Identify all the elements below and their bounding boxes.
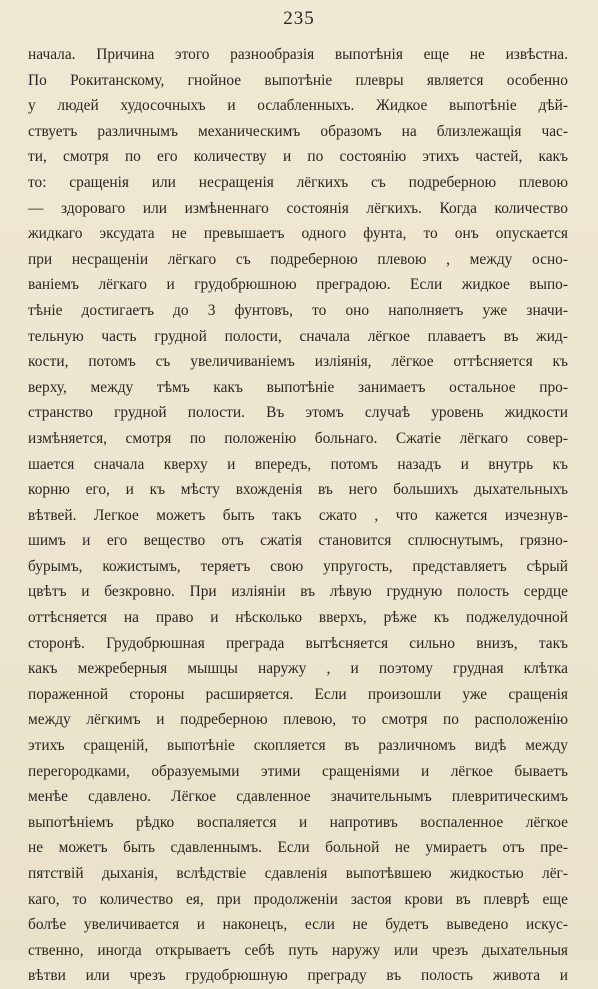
text-line: ваніемъ лёгкаго и грудобрюшною преградою. Если жидкое выпо- [28, 276, 568, 294]
text-line: тельную часть грудной полости, сначала лёгкое плаваетъ въ жид- [28, 327, 568, 345]
page-number: 235 [283, 8, 315, 29]
text-line: этихъ сращеній, выпотѣніе скопляется въ различномъ видѣ между [28, 737, 568, 755]
text-line: — здороваго или измѣненнаго состоянія лёгкихъ. Когда количество [28, 199, 568, 217]
text-line: пятствій дыханія, вслѣдствіе сдавленія выпотѣвшею жидкостью лёг- [28, 865, 568, 882]
text-line: какъ межреберныя мышцы наружу , и поэтому грудная клѣтка [28, 660, 568, 678]
text-line: ти, смотря по его количеству и по состоянію этихъ частей, какъ [28, 148, 568, 166]
text-line: странство грудной полости. Въ этомъ случаѣ уровень жидкости [28, 404, 568, 422]
text-line: оттѣсняется на право и нѣсколько вверхъ, рѣже къ поджелудочной [28, 609, 568, 627]
text-line: ственно, иногда открываетъ себѣ путь наружу или чрезъ дыхательныя [28, 941, 568, 959]
text-line: болѣе увеличивается и наконецъ, если не будетъ выведено искус- [28, 916, 568, 934]
text-line: пораженной стороны расширяется. Если произошли уже сращенія [28, 685, 568, 703]
text-line: шается сначала кверху и впередъ, потомъ назадъ и внутрь къ [28, 455, 568, 473]
text-line: сторонѣ. Грудобрюшная преграда вытѣсняется сильно внизъ, такъ [28, 634, 568, 652]
text-line: то: сращенія или несращенія лёгкихъ съ подреберною плевою [28, 173, 568, 191]
text-line: кости, потомъ съ увеличиваніемъ изліянія, лёгкое оттѣсняется къ [28, 353, 568, 371]
text-line: корню его, и къ мѣсту вхожденія въ него большихъ дыхательныхъ [28, 481, 568, 499]
text-line: не можетъ быть сдавленнымъ. Если больной не умираетъ отъ пре- [28, 839, 568, 857]
text-line: жидкаго эксудата не превышаетъ одного фунта, то онъ опускается [28, 225, 568, 243]
text-line: вѣтвей. Легкое можетъ быть такъ сжато , что кажется изчезнув- [28, 506, 568, 524]
text-line: выпотѣніемъ рѣдко воспаляется и напротивъ воспаленное лёгкое [28, 813, 568, 831]
text-line: каго, то количество ея, при продолженіи застоя крови въ плеврѣ еще [28, 890, 568, 908]
text-line: при несращеніи лёгкаго съ подреберною плевою , между осно- [28, 250, 568, 268]
text-line: ствуетъ различнымъ механическимъ образомъ на близлежащія час- [28, 122, 568, 140]
text-line: измѣняется, смотря по положенію больнаго. Сжатіе лёгкаго совер- [28, 429, 568, 447]
text-line: начала. Причина этого разнообразія выпотѣнія еще не извѣстна. [28, 46, 568, 63]
text-line: цвѣтъ и безкровно. При изліяніи въ лѣвую грудную полость сердце [28, 583, 568, 601]
body-text [28, 42, 568, 989]
text-line: верху, между тѣмъ какъ выпотѣніе занимаетъ остальное про- [28, 378, 568, 396]
text-line: между лёгкимъ и подреберною плевою, то смотря по расположенію [28, 711, 568, 729]
text-line: тѣніе достигаетъ до 3 фунтовъ, то оно наполняетъ уже значи- [28, 301, 568, 319]
text-line: перегородками, образуемыми этими сращеніями и лёгкое бываетъ [28, 762, 568, 780]
text-line: вѣтви или чрезъ грудобрюшную преграду въ полость живота и [28, 967, 568, 985]
text-line: у людей худосочныхъ и ослабленныхъ. Жидкое выпотѣніе дѣй- [28, 97, 568, 115]
text-line: шимъ и его вещество отъ сжатія становится сплюснутымъ, грязно- [28, 532, 568, 550]
text-line: менѣе сдавлено. Лёгкое сдавленное значительнымъ плевритическимъ [28, 788, 568, 806]
text-line: По Рокитанскому, гнойное выпотѣніе плевры является особенно [28, 71, 568, 89]
text-line: бурымъ, кожистымъ, теряетъ свою упругость, представляетъ сѣрый [28, 557, 568, 575]
